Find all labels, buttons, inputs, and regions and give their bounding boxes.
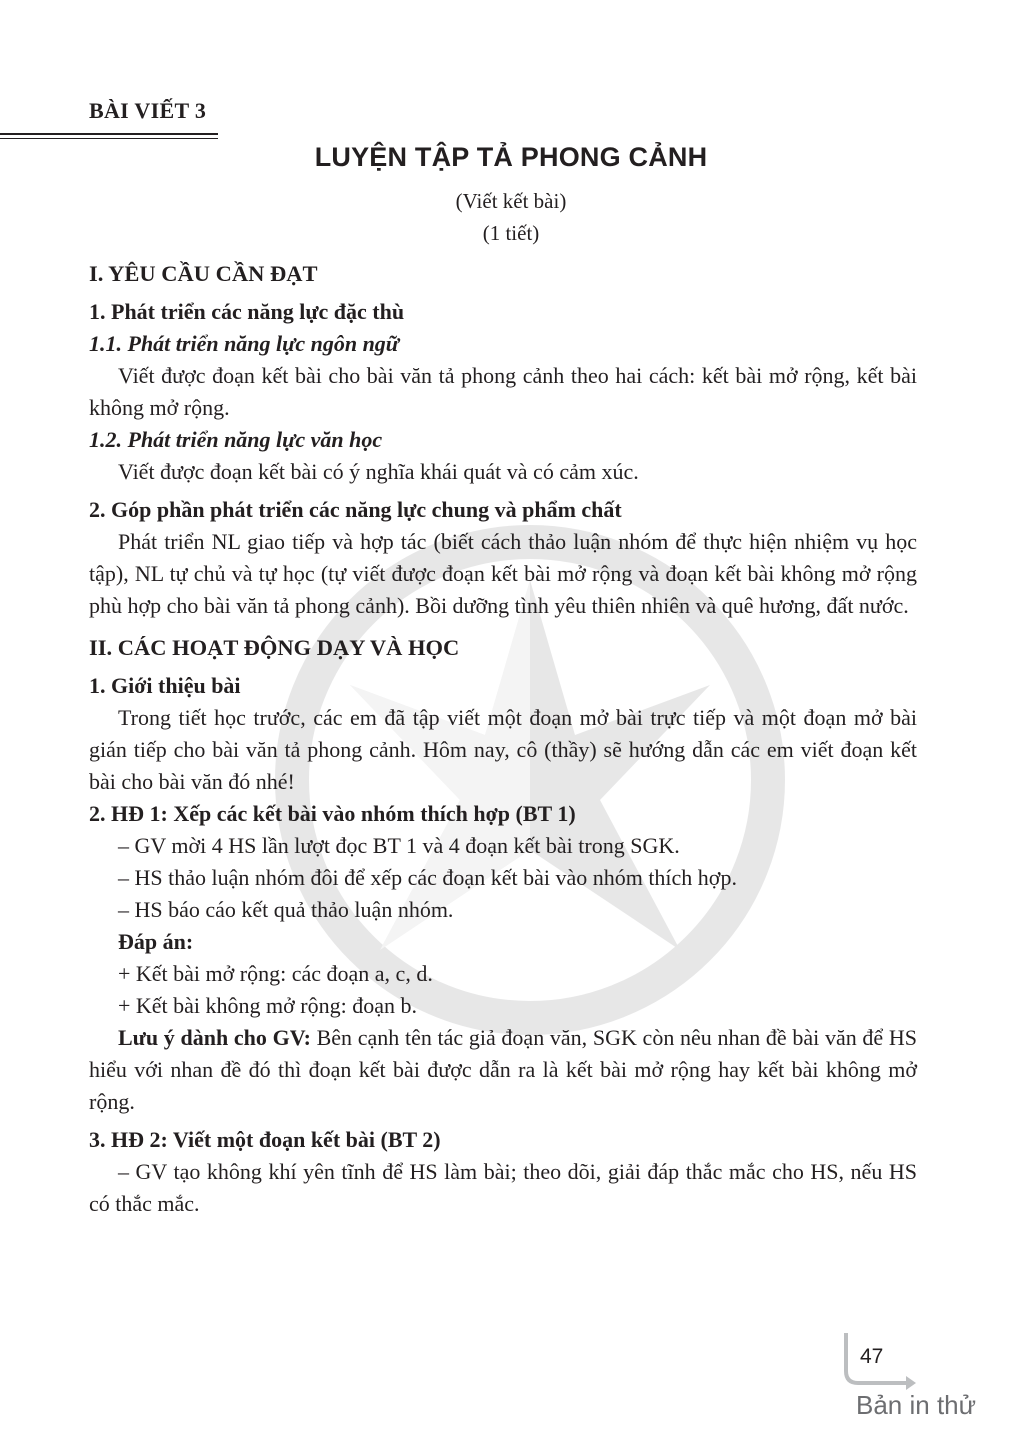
subheading-introduction: 1. Giới thiệu bài [89, 673, 241, 698]
subtitle: (Viết kết bài) [455, 189, 567, 213]
list-item: – HS thảo luận nhóm đôi để xếp các đoạn kết bài vào nhóm thích hợp. [118, 865, 737, 890]
literary-competency-text: Viết được đoạn kết bài có ý nghĩa khái quát và có cảm xúc. [118, 459, 639, 484]
lesson-body [89, 258, 917, 1220]
subheading-language-competency: 1.1. Phát triển năng lực ngôn ngữ [89, 331, 399, 356]
teacher-note [89, 1022, 917, 1118]
teacher-note-text: Bên cạnh tên tác giả đoạn văn, SGK còn nêu nhan đề bài văn để HS hiểu với nhan đề đó thì đoạn kết bài được dẫn ra là kết bài mở rộng hay kết bài không mở rộng. [89, 1025, 917, 1114]
list-item: – HS báo cáo kết quả thảo luận nhóm. [118, 897, 454, 922]
subheading-general-competencies: 2. Góp phần phát triển các năng lực chung và phẩm chất [89, 497, 622, 522]
teacher-note-label: Lưu ý dành cho GV: [118, 1025, 311, 1050]
subheading-activity-1: 2. HĐ 1: Xếp các kết bài vào nhóm thích hợp (BT 1) [89, 801, 576, 826]
subheading-literary-competency: 1.2. Phát triển năng lực văn học [89, 427, 383, 452]
section-heading-activities: II. CÁC HOẠT ĐỘNG DẠY VÀ HỌC [89, 635, 460, 660]
activity-2-text: – GV tạo không khí yên tĩnh để HS làm bài; theo dõi, giải đáp thắc mắc cho HS, nếu HS có thắc mắc. [89, 1159, 917, 1216]
subheading-specific-competencies: 1. Phát triển các năng lực đặc thù [89, 299, 405, 324]
introduction-text: Trong tiết học trước, các em đã tập viết một đoạn mở bài trực tiếp và một đoạn mở bài gián tiếp cho bài văn tả phong cảnh. Hôm nay, cô (thầy) sẽ hướng dẫn các em viết đoạn kết bài cho bài văn đó nhé! [89, 705, 917, 794]
list-item: – GV mời 4 HS lần lượt đọc BT 1 và 4 đoạn kết bài trong SGK. [118, 833, 680, 858]
header-rule [0, 133, 218, 135]
duration: (1 tiết) [482, 221, 540, 245]
answer-label: Đáp án: [118, 929, 194, 954]
header-rule-thin [0, 138, 218, 139]
answer-item: + Kết bài mở rộng: các đoạn a, c, d. [118, 961, 433, 986]
section-heading-requirements: I. YÊU CẦU CẦN ĐẠT [89, 261, 318, 286]
answer-item: + Kết bài không mở rộng: đoạn b. [118, 993, 417, 1018]
general-competencies-text: Phát triển NL giao tiếp và hợp tác (biết cách thảo luận nhóm để thực hiện nhiệm vụ học tập), NL tự chủ và tự học (tự viết được đoạn kết bài mở rộng và đoạn kết bài không mở rộng phù hợp cho bài văn tả phong cảnh). Bồi dưỡng tình yêu thiên nhiên và quê hương, đất nước. [89, 529, 917, 618]
subheading-activity-2: 3. HĐ 2: Viết một đoạn kết bài (BT 2) [89, 1127, 441, 1152]
page-number: 47 [860, 1345, 884, 1368]
draft-label: Bản in thử [856, 1390, 977, 1420]
lesson-label: BÀI VIẾT 3 [89, 98, 207, 123]
page-title: LUYỆN TẬP TẢ PHONG CẢNH [314, 142, 708, 172]
language-competency-text: Viết được đoạn kết bài cho bài văn tả phong cảnh theo hai cách: kết bài mở rộng, kết bài không mở rộng. [89, 363, 917, 420]
